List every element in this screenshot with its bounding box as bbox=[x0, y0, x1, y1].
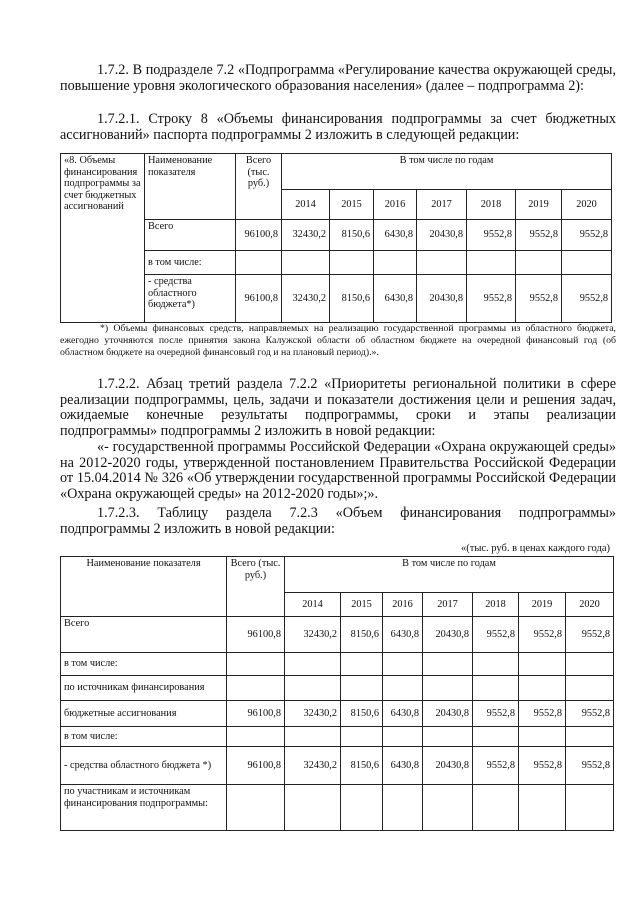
paragraph-quote: «- государственной программы Российской Федерации «Охрана окружающей среды» на 2012-2020 годы, утвержденной постановлением Правительства Российской Федерации от 15.04.2014 № 326 «Об утверждении государственной программы Российской Федерации «Охрана окружающей среды» на 2012-2020 годы»;». bbox=[60, 439, 616, 502]
row-total: 96100,8 bbox=[236, 220, 282, 251]
header-years: В том числе по годам bbox=[282, 154, 612, 190]
header-total: Всего (тыс. руб.) bbox=[236, 154, 282, 220]
year-cell: 2018 bbox=[473, 593, 519, 617]
row-title-cell: «8. Объемы финансирования подпрограммы за счет бюджетных ассигнований bbox=[61, 154, 145, 323]
table-row bbox=[61, 701, 614, 727]
header-name: Наименование показателя bbox=[145, 154, 236, 220]
row-value: 20430,8 bbox=[423, 617, 473, 653]
row-value: 9552,8 bbox=[473, 617, 519, 653]
footnote: *) Объемы финансовых средств, направляемых на реализацию государственной программы из областного бюджета, ежегодно уточняются после принятия закона Калужской области об областном бюджете на очередной финансовый год (об областном бюджете на очередной финансовый год и на плановый период).». bbox=[60, 323, 616, 359]
table-row bbox=[61, 747, 614, 785]
row-value: 8150,6 bbox=[330, 275, 374, 323]
unit-note: «(тыс. руб. в ценах каждого года) bbox=[461, 543, 610, 554]
header-name: Наименование показателя bbox=[61, 557, 227, 617]
row-label: в том числе: bbox=[61, 653, 227, 676]
paragraph-1-7-2-3: 1.7.2.3. Таблицу раздела 7.2.3 «Объем финансирования подпрограммы» подпрограммы 2 изложить в новой редакции: bbox=[60, 505, 616, 537]
row-total: 96100,8 bbox=[227, 747, 285, 785]
year-cell: 2015 bbox=[330, 190, 374, 220]
row-value: 8150,6 bbox=[330, 220, 374, 251]
year-cell: 2014 bbox=[282, 190, 330, 220]
row-label: по источникам финансирования bbox=[61, 676, 227, 701]
table-row bbox=[61, 676, 614, 701]
row-value: 6430,8 bbox=[383, 617, 423, 653]
row-value: 9552,8 bbox=[562, 275, 612, 323]
row-value: 20430,8 bbox=[417, 220, 467, 251]
row-value: 6430,8 bbox=[374, 220, 417, 251]
row-value: 6430,8 bbox=[383, 747, 423, 785]
row-label: по участникам и источникам финансирования подпрограммы: bbox=[61, 785, 227, 831]
year-cell: 2014 bbox=[285, 593, 341, 617]
paragraph-1-7-2-2: 1.7.2.2. Абзац третий раздела 7.2.2 «Приоритеты региональной политики в сфере реализации подпрограммы, цель, задачи и показатели достижения цели и решения задач, ожидаемые конечные результаты подпрограммы, сроки и этапы реализации подпрограммы» подпрограммы 2 изложить в новой редакции: bbox=[60, 376, 616, 439]
row-value: 8150,6 bbox=[341, 701, 383, 727]
row-total: 96100,8 bbox=[227, 617, 285, 653]
row-value: 9552,8 bbox=[566, 747, 614, 785]
row-value: 32430,2 bbox=[285, 747, 341, 785]
header-years: В том числе по годам bbox=[285, 557, 614, 593]
year-cell: 2019 bbox=[519, 593, 566, 617]
row-value: 9552,8 bbox=[473, 701, 519, 727]
row-label: в том числе: bbox=[61, 727, 227, 747]
row-total: 96100,8 bbox=[227, 701, 285, 727]
row-label: Всего bbox=[61, 617, 227, 653]
row-value: 6430,8 bbox=[374, 275, 417, 323]
year-cell: 2019 bbox=[516, 190, 562, 220]
year-cell: 2016 bbox=[383, 593, 423, 617]
row-value: 9552,8 bbox=[467, 220, 516, 251]
row-value: 9552,8 bbox=[519, 617, 566, 653]
year-cell: 2020 bbox=[566, 593, 614, 617]
header-total: Всего (тыс. руб.) bbox=[227, 557, 285, 617]
row-value: 32430,2 bbox=[282, 275, 330, 323]
row-label: Всего bbox=[145, 220, 236, 251]
row-value: 20430,8 bbox=[423, 747, 473, 785]
row-value: 9552,8 bbox=[562, 220, 612, 251]
row-value: 9552,8 bbox=[516, 220, 562, 251]
row-value: 9552,8 bbox=[473, 747, 519, 785]
row-value: 6430,8 bbox=[383, 701, 423, 727]
paragraph-1-7-2-1: 1.7.2.1. Строку 8 «Объемы финансирования подпрограммы за счет бюджетных ассигнований» паспорта подпрограммы 2 изложить в следующей редакции: bbox=[60, 111, 616, 143]
row-value: 9552,8 bbox=[566, 617, 614, 653]
table-row bbox=[61, 653, 614, 676]
row-value: 8150,6 bbox=[341, 747, 383, 785]
row-value: 32430,2 bbox=[285, 701, 341, 727]
year-cell: 2018 bbox=[467, 190, 516, 220]
year-cell: 2017 bbox=[417, 190, 467, 220]
row-value: 9552,8 bbox=[516, 275, 562, 323]
row-label: - средства областного бюджета*) bbox=[145, 275, 236, 323]
row-total: 96100,8 bbox=[236, 275, 282, 323]
table-row bbox=[61, 617, 614, 653]
row-value: 20430,8 bbox=[417, 275, 467, 323]
year-cell: 2017 bbox=[423, 593, 473, 617]
table-row bbox=[61, 785, 614, 831]
year-cell: 2020 bbox=[562, 190, 612, 220]
year-cell: 2015 bbox=[341, 593, 383, 617]
row-value: 9552,8 bbox=[519, 747, 566, 785]
financing-table-subprogram bbox=[60, 556, 614, 831]
financing-table-passport bbox=[60, 153, 612, 323]
row-value: 32430,2 bbox=[282, 220, 330, 251]
row-label: в том числе: bbox=[145, 251, 236, 275]
row-value: 9552,8 bbox=[566, 701, 614, 727]
row-label: бюджетные ассигнования bbox=[61, 701, 227, 727]
row-value: 8150,6 bbox=[341, 617, 383, 653]
row-value: 9552,8 bbox=[519, 701, 566, 727]
year-cell: 2016 bbox=[374, 190, 417, 220]
row-value: 32430,2 bbox=[285, 617, 341, 653]
row-value: 9552,8 bbox=[467, 275, 516, 323]
row-label: - средства областного бюджета *) bbox=[61, 747, 227, 785]
row-value: 20430,8 bbox=[423, 701, 473, 727]
paragraph-1-7-2: 1.7.2. В подразделе 7.2 «Подпрограмма «Регулирование качества окружающей среды, повышение уровня экологического образования населения» (далее – подпрограмма 2): bbox=[60, 62, 616, 94]
table-row bbox=[61, 727, 614, 747]
